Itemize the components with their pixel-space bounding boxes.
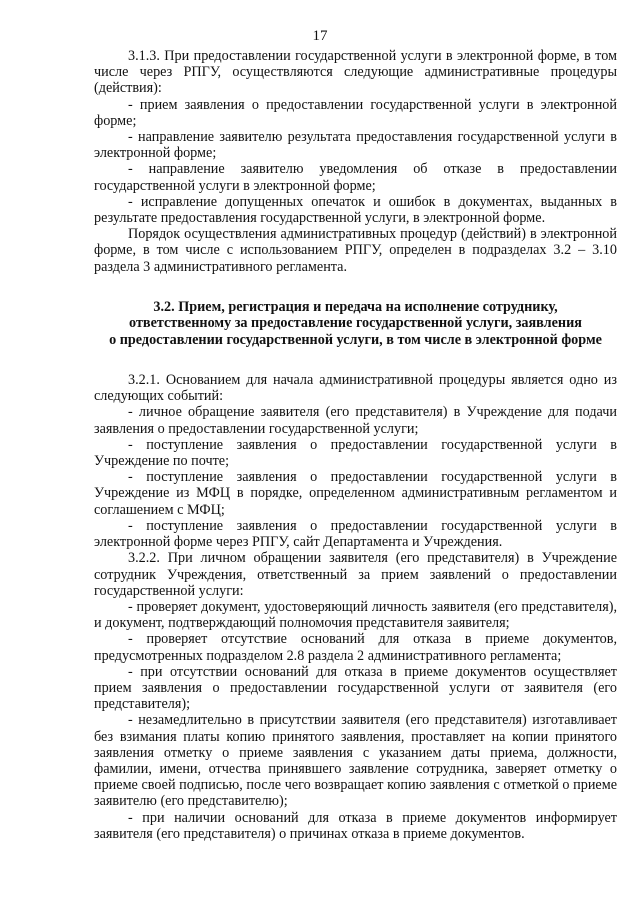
section-heading-3-2	[94, 299, 617, 348]
list-item: - исправление допущенных опечаток и ошибок в документах, выданных в результате предоставления государственной услуги, в электронной форме.	[94, 193, 617, 227]
list-item: - направление заявителю уведомления об отказе в предоставлении государственной услуги в электронной форме;	[94, 161, 617, 194]
paragraph-procedure: Порядок осуществления административных процедур (действий) в электронной форме, в том числе с использованием РПГУ, определен в подразделах 3.2 – 3.10 раздела 3 административного регламента.	[94, 226, 617, 275]
list-item: - при отсутствии оснований для отказа в приеме документов осуществляет прием заявления о предоставлении государственной услуги от заявителя (его представителя);	[94, 663, 617, 713]
page-number: 17	[312, 28, 328, 44]
heading-line: 3.2. Прием, регистрация и передача на исполнение сотруднику,	[153, 298, 558, 315]
list-item: - личное обращение заявителя (его представителя) в Учреждение для подачи заявления о предоставлении государственной услуги;	[94, 404, 617, 437]
paragraph-3-2-1-intro: 3.2.1. Основанием для начала административной процедуры является одно из следующих событий:	[94, 372, 617, 405]
paragraph-3-2-2-intro: 3.2.2. При личном обращении заявителя (его представителя) в Учреждение сотрудник Учреждения, ответственный за прием заявлений о предоставлении государственной услуги:	[94, 550, 617, 599]
list-item: - направление заявителю результата предоставления государственной услуги в электронной форме;	[94, 129, 617, 162]
paragraph-3-1-3-intro: 3.1.3. При предоставлении государственной услуги в электронной форме, в том числе через РПГУ, осуществляются следующие административные процедуры (действия):	[94, 48, 617, 97]
list-item: - незамедлительно в присутствии заявителя (его представителя) изготавливает без взимания платы копию принятого заявления, проставляет на копии принятого заявления отметку о приеме заявления с указанием даты приема, должности, фамилии, имени, отчества принявшего заявление сотрудника, заверяет отметку о приеме своей подписью, после чего возвращает копию заявления с отметкой о приеме заявителю (его представителю);	[94, 712, 617, 810]
list-item: - проверяет документ, удостоверяющий личность заявителя (его представителя), и документ, подтверждающий полномочия представителя заявителя;	[94, 598, 617, 632]
document-body	[94, 48, 617, 842]
list-item: - проверяет отсутствие оснований для отказа в приеме документов, предусмотренных подразделом 2.8 раздела 2 административного регламента;	[94, 631, 617, 664]
list-item: - при наличии оснований для отказа в приеме документов информирует заявителя (его представителя) о причинах отказа в приеме документов.	[94, 809, 617, 842]
list-item: - поступление заявления о предоставлении государственной услуги в электронной форме через РПГУ, сайт Департамента и Учреждения.	[94, 517, 617, 551]
list-item: - поступление заявления о предоставлении государственной услуги в Учреждение из МФЦ в порядке, определенном административным регламентом и соглашением с МФЦ;	[94, 469, 617, 518]
list-item: - поступление заявления о предоставлении государственной услуги в Учреждение по почте;	[94, 436, 617, 470]
heading-line: ответственному за предоставление государственной услуги, заявления	[129, 315, 582, 332]
heading-line: о предоставлении государственной услуги, в том числе в электронной форме	[109, 331, 602, 348]
list-item: - прием заявления о предоставлении государственной услуги в электронной форме;	[94, 96, 617, 129]
